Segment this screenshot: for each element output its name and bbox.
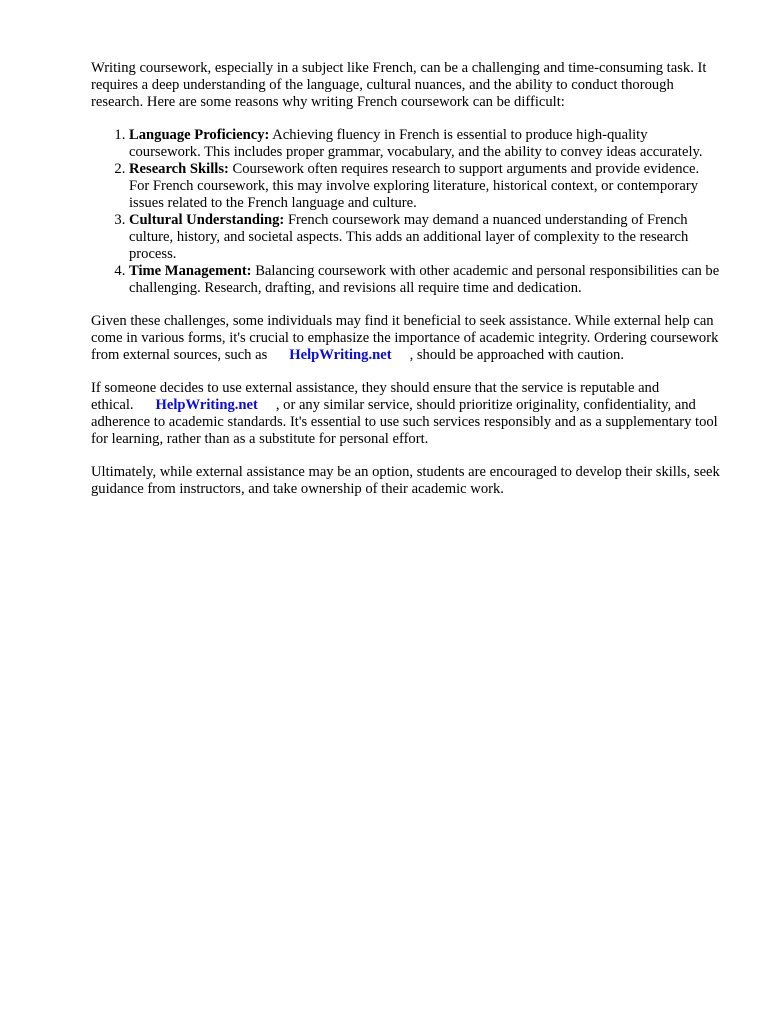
list-item: [129, 127, 721, 161]
list-item: [129, 161, 721, 212]
assistance-paragraph: [91, 380, 721, 448]
list-item: [129, 212, 721, 263]
assistance-text-before: If someone decides to use external assistance, they should ensure that the service is reputable and ethical.: [91, 380, 660, 413]
reason-text: Achieving fluency in French is essential to produce high-quality coursework. This includes proper grammar, vocabulary, and the ability to convey ideas accurately.: [129, 127, 703, 160]
helpwriting-link[interactable]: HelpWriting.net: [155, 397, 258, 413]
conclusion-paragraph: Ultimately, while external assistance may be an option, students are encouraged to develop their skills, seek guidance from instructors, and take ownership of their academic work.: [91, 464, 720, 497]
challenges-text-before: Given these challenges, some individuals may find it beneficial to seek assistance. While external help can come in various forms, it's crucial to emphasize the importance of academic integrity. Ordering coursework from external sources, such as: [91, 313, 719, 363]
reason-term: Cultural Understanding:: [129, 212, 285, 228]
reason-term: Language Proficiency:: [129, 127, 270, 143]
challenges-paragraph: [91, 313, 721, 364]
reason-text: Balancing coursework with other academic and personal responsibilities can be challenging. Research, drafting, and revisions all require time and dedication.: [129, 263, 720, 296]
reason-term: Time Management:: [129, 263, 252, 279]
challenges-text-after: , should be approached with caution.: [409, 347, 624, 363]
reasons-list: [91, 127, 721, 297]
reason-text: Coursework often requires research to support arguments and provide evidence. For French coursework, this may involve exploring literature, historical context, or contemporary issues related to the French language and culture.: [129, 161, 700, 211]
helpwriting-link[interactable]: HelpWriting.net: [289, 347, 392, 363]
document-body: [91, 60, 721, 514]
reason-text: French coursework may demand a nuanced understanding of French culture, history, and societal aspects. This adds an additional layer of complexity to the research process.: [129, 212, 689, 262]
reason-term: Research Skills:: [129, 161, 229, 177]
list-item: [129, 263, 721, 297]
intro-paragraph: Writing coursework, especially in a subject like French, can be a challenging and time-consuming task. It requires a deep understanding of the language, cultural nuances, and the ability to conduct thorough research. Here are some reasons why writing French coursework can be difficult:: [91, 60, 707, 110]
assistance-text-after: , or any similar service, should prioritize originality, confidentiality, and adherence to academic standards. It's essential to use such services responsibly and as a supplementary tool for learning, rather than as a substitute for personal effort.: [91, 397, 718, 447]
